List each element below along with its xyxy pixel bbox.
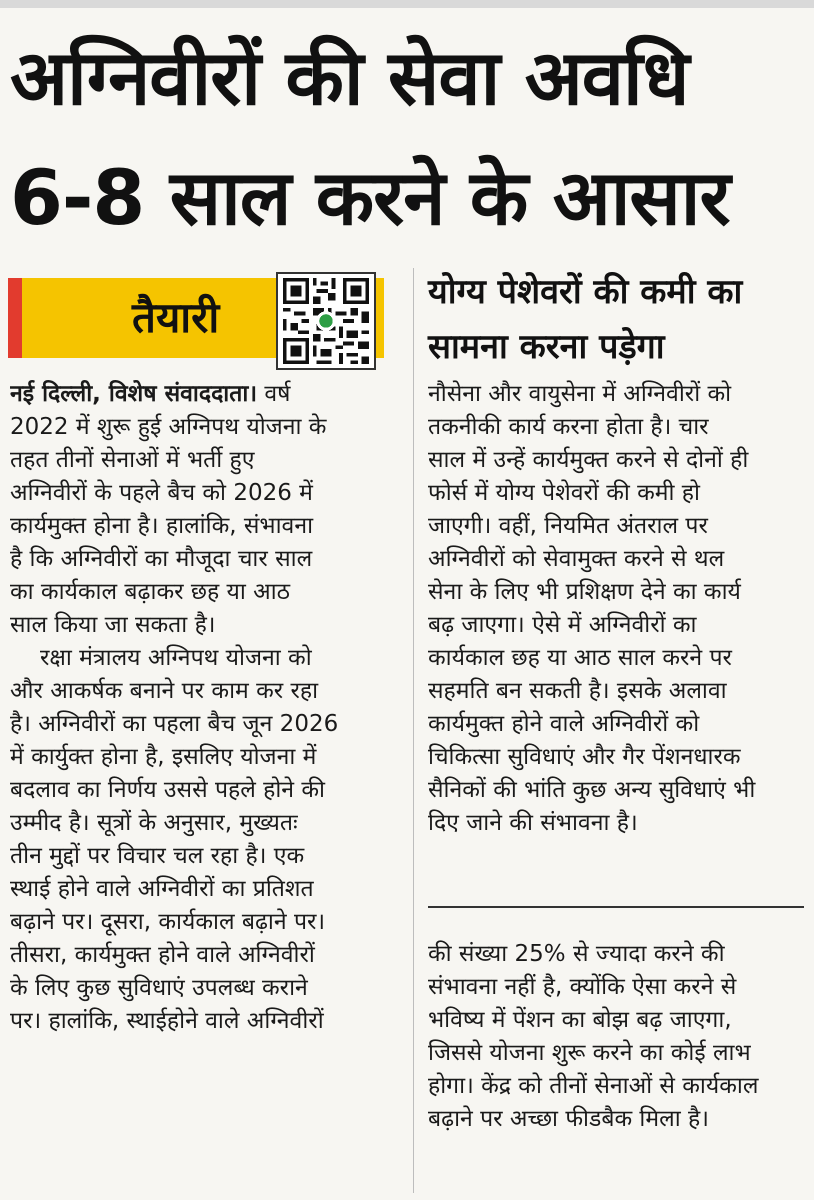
paragraph-line: कार्यकाल छह या आठ साल करने पर — [428, 645, 732, 671]
paragraph-line: सहमति बन सकती है। इसके अलावा — [428, 678, 727, 704]
paragraph-line: दिए जाने की संभावना है। — [428, 810, 638, 836]
paragraph-line: अग्निवीरों के पहले बैच को 2026 में — [10, 480, 313, 506]
paragraph-line: होगा। केंद्र को तीनों सेनाओं से कार्यकाल — [428, 1073, 759, 1099]
paragraph-line: भविष्य में पेंशन का बोझ बढ़ जाएगा, — [428, 1007, 732, 1033]
paragraph-line: में कार्युक्त होना है, इसलिए योजना में — [10, 744, 317, 770]
paragraph-line: तहत तीनों सेनाओं में भर्ती हुए — [10, 447, 255, 473]
column-divider — [413, 268, 414, 1193]
qr-code-icon — [276, 272, 376, 370]
paragraph-line: 2022 में शुरू हुई अग्निपथ योजना के — [10, 414, 327, 440]
left-column — [10, 378, 405, 1038]
headline-line-1: अग्निवीरों की सेवा अवधि — [10, 33, 689, 122]
paragraph-line: रक्षा मंत्रालय अग्निपथ योजना को — [40, 645, 312, 671]
paragraph-line: बदलाव का निर्णय उससे पहले होने की — [10, 777, 325, 803]
subheading-line-2: सामना करना पड़ेगा — [428, 327, 665, 367]
section-tag-label: तैयारी — [132, 293, 220, 342]
paragraph-line: अग्निवीरों को सेवामुक्त करने से थल — [428, 546, 725, 572]
paragraph-line: बढ़ जाएगा। ऐसे में अग्निवीरों का — [428, 612, 697, 638]
paragraph-line: तीन मुद्दों पर विचार चल रहा है। एक — [10, 843, 305, 869]
paragraph-line: चिकित्सा सुविधाएं और गैर पेंशनधारक — [428, 744, 741, 770]
headline-line-2: 6-8 साल करने के आसार — [10, 153, 730, 242]
paragraph-line: के लिए कुछ सुविधाएं उपलब्ध कराने — [10, 975, 308, 1001]
paragraph-line: सैनिकों की भांति कुछ अन्य सुविधाएं भी — [428, 777, 756, 803]
right-column-bottom — [428, 938, 808, 1136]
paragraph-line: जाएगी। वहीं, नियमित अंतराल पर — [428, 513, 708, 539]
paragraph-line: सेना के लिए भी प्रशिक्षण देने का कार्य — [428, 579, 741, 605]
paragraph-line: संभावना नहीं है, क्योंकि ऐसा करने से — [428, 974, 737, 1000]
dateline: नई दिल्ली, विशेष संवाददाता। — [10, 381, 258, 407]
paragraph-line: बढ़ाने पर। दूसरा, कार्यकाल बढ़ाने पर। — [10, 909, 326, 935]
paragraph-line: तकनीकी कार्य करना होता है। चार — [428, 414, 709, 440]
paragraph-line: बढ़ाने पर अच्छा फीडबैक मिला है। — [428, 1106, 709, 1132]
paragraph-line: का कार्यकाल बढ़ाकर छह या आठ — [10, 579, 290, 605]
paragraph-line: उम्मीद है। सूत्रों के अनुसार, मुख्यतः — [10, 810, 298, 836]
paragraph-line: फोर्स में योग्य पेशेवरों की कमी हो — [428, 480, 700, 506]
paragraph-line: स्थाई होने वाले अग्निवीरों का प्रतिशत — [10, 876, 314, 902]
paragraph-line: जिससे योजना शुरू करने का कोई लाभ — [428, 1040, 751, 1066]
subheading-line-1: योग्य पेशेवरों की कमी का — [428, 272, 743, 312]
section-rule — [428, 906, 804, 908]
paragraph-line: नौसेना और वायुसेना में अग्निवीरों को — [428, 381, 732, 407]
paragraph-line: की संख्या 25% से ज्यादा करने की — [428, 941, 725, 967]
paragraph-line: साल में उन्हें कार्यमुक्त करने से दोनों ही — [428, 447, 749, 473]
paragraph-line: कार्यमुक्त होना है। हालांकि, संभावना — [10, 513, 314, 539]
paragraph-line: तीसरा, कार्यमुक्त होने वाले अग्निवीरों — [10, 942, 315, 968]
paragraph-line: साल किया जा सकता है। — [10, 612, 216, 638]
paragraph-line: नई दिल्ली, विशेष संवाददाता। वर्ष — [10, 381, 291, 407]
paragraph-line: पर। हालांकि, स्थाईहोने वाले अग्निवीरों — [10, 1008, 324, 1034]
paragraph-line: कार्यमुक्त होने वाले अग्निवीरों को — [428, 711, 700, 737]
paragraph-line: है। अग्निवीरों का पहला बैच जून 2026 — [10, 711, 339, 737]
right-column-top — [428, 378, 808, 840]
paragraph-line: है कि अग्निवीरों का मौजूदा चार साल — [10, 546, 313, 572]
paragraph-line: और आकर्षक बनाने पर काम कर रहा — [10, 678, 319, 704]
top-border — [0, 0, 814, 8]
